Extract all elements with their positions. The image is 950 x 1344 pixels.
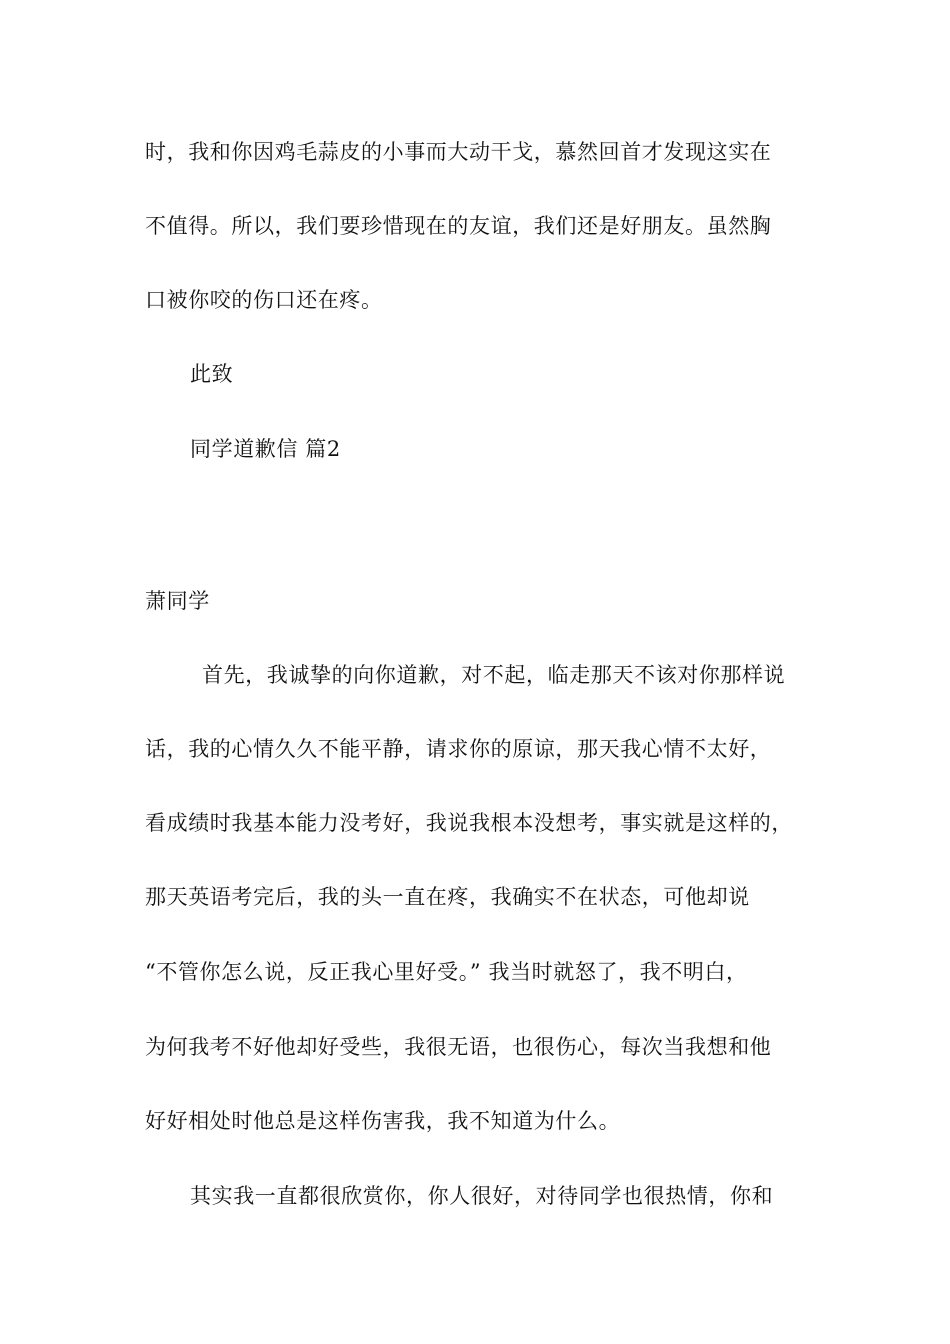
text-line: 话，我的心情久久不能平静，请求你的原谅，那天我心情不太好， (145, 737, 772, 761)
recipient-greeting: 萧同学 (145, 589, 210, 613)
text-line: 好好相处时他总是这样伤害我，我不知道为什么。 (145, 1109, 621, 1133)
section-heading: 同学道歉信 篇2 (190, 437, 341, 461)
text-line: 为何我考不好他却好受些，我很无语，也很伤心，每次当我想和他 (145, 1035, 772, 1059)
text-line: “不管你怎么说，反正我心里好受。” 我当时就怒了，我不明白， (145, 960, 748, 984)
text-line: 看成绩时我基本能力没考好，我说我根本没想考，事实就是这样的， (145, 811, 793, 835)
text-line: 其实我一直都很欣赏你，你人很好，对待同学也很热情，你和 (190, 1184, 774, 1208)
text-line: 不值得。所以，我们要珍惜现在的友谊，我们还是好朋友。虽然胸 (145, 214, 772, 238)
closing-salutation: 此致 (190, 362, 234, 386)
text-line: 口被你咬的伤口还在疼。 (145, 288, 383, 312)
text-line: 那天英语考完后，我的头一直在疼，我确实不在状态，可他却说 (145, 885, 750, 909)
text-line: 时，我和你因鸡毛蒜皮的小事而大动干戈，慕然回首才发现这实在 (145, 140, 772, 164)
text-line: 首先，我诚挚的向你道歉，对不起，临走那天不该对你那样说 (202, 663, 786, 687)
